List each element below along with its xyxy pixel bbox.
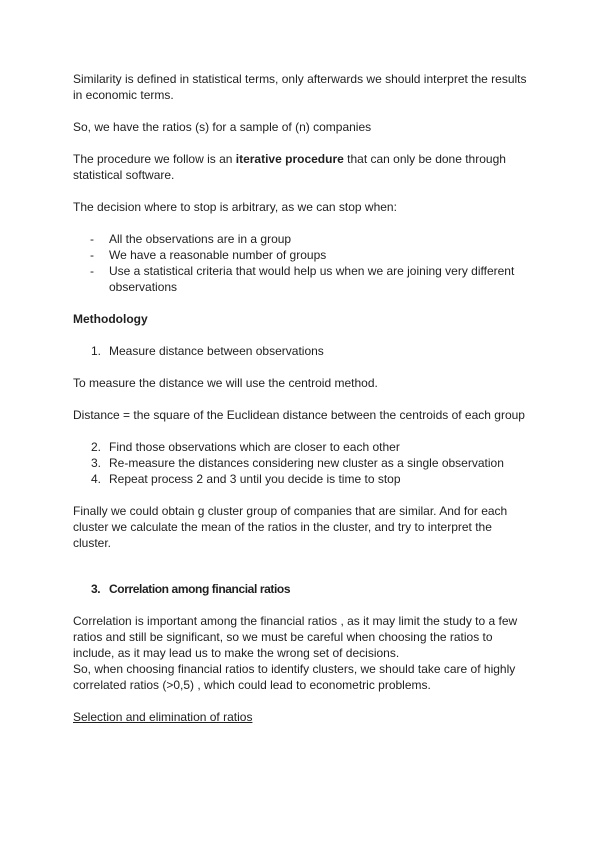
step-number: 2.: [91, 440, 102, 454]
stop-criteria-list: [73, 231, 533, 295]
section-heading-correlation: [73, 581, 533, 597]
list-item-text: We have a reasonable number of groups: [109, 248, 327, 262]
list-item: [73, 455, 533, 471]
list-item: [73, 471, 533, 487]
paragraph-centroid: To measure the distance we will use the centroid method.: [73, 376, 378, 390]
list-item: [73, 263, 533, 295]
paragraph-procedure: [73, 151, 533, 183]
list-item-text: Find those observations which are closer to each other: [109, 440, 400, 454]
list-item-text: Measure distance between observations: [109, 344, 324, 358]
methodology-steps: [73, 439, 533, 487]
paragraph-distance-definition: Distance = the square of the Euclidean distance between the centroids of each group: [73, 408, 525, 422]
methodology-step-1: [73, 343, 533, 359]
methodology-heading: Methodology: [73, 312, 148, 326]
section-number: 3.: [91, 582, 101, 596]
bullet-dash: -: [90, 232, 94, 246]
list-item: [73, 439, 533, 455]
bullet-dash: -: [90, 248, 94, 262]
procedure-bold-term: iterative procedure: [235, 152, 344, 166]
paragraph-similarity: Similarity is defined in statistical terms, only afterwards we should interpret the results in economic terms.: [73, 72, 527, 102]
list-item-text: Use a statistical criteria that would help us when we are joining very different observations: [109, 264, 515, 294]
section-title: Correlation among financial ratios: [109, 582, 291, 596]
step-number: 4.: [91, 472, 102, 486]
procedure-text-end: that can only be done through statistical software.: [73, 152, 506, 182]
paragraph-correlated-ratios: So, when choosing financial ratios to identify clusters, we should take care of highly correlated ratios (>0,5) , which could lead to econometric problems.: [73, 662, 516, 692]
step-number: 3.: [91, 456, 102, 470]
document-page: [73, 71, 533, 725]
paragraph-ratios-sample: So, we have the ratios (s) for a sample of (n) companies: [73, 120, 372, 134]
paragraph-stop-decision: The decision where to stop is arbitrary, as we can stop when:: [73, 200, 397, 214]
list-item: [73, 247, 533, 263]
list-item-text: Re-measure the distances considering new cluster as a single observation: [109, 456, 504, 470]
list-item-text: All the observations are in a group: [109, 232, 292, 246]
paragraph-correlation-importance: Correlation is important among the financial ratios , as it may limit the study to a few ratios and still be significant, so we must be careful when choosing the ratios to include, as it may lead us to make the wrong set of decisions.: [73, 614, 518, 660]
step-number: 1.: [91, 344, 102, 358]
bullet-dash: -: [90, 264, 94, 278]
subheading-selection: Selection and elimination of ratios: [73, 710, 253, 724]
list-item-text: Repeat process 2 and 3 until you decide is time to stop: [109, 472, 401, 486]
list-item: [73, 231, 533, 247]
list-item: [73, 343, 533, 359]
paragraph-cluster-summary: Finally we could obtain g cluster group of companies that are similar. And for each cluster we calculate the mean of the ratios in the cluster, and try to interpret the cluster.: [73, 504, 508, 550]
procedure-text-start: The procedure we follow is an: [73, 152, 236, 166]
